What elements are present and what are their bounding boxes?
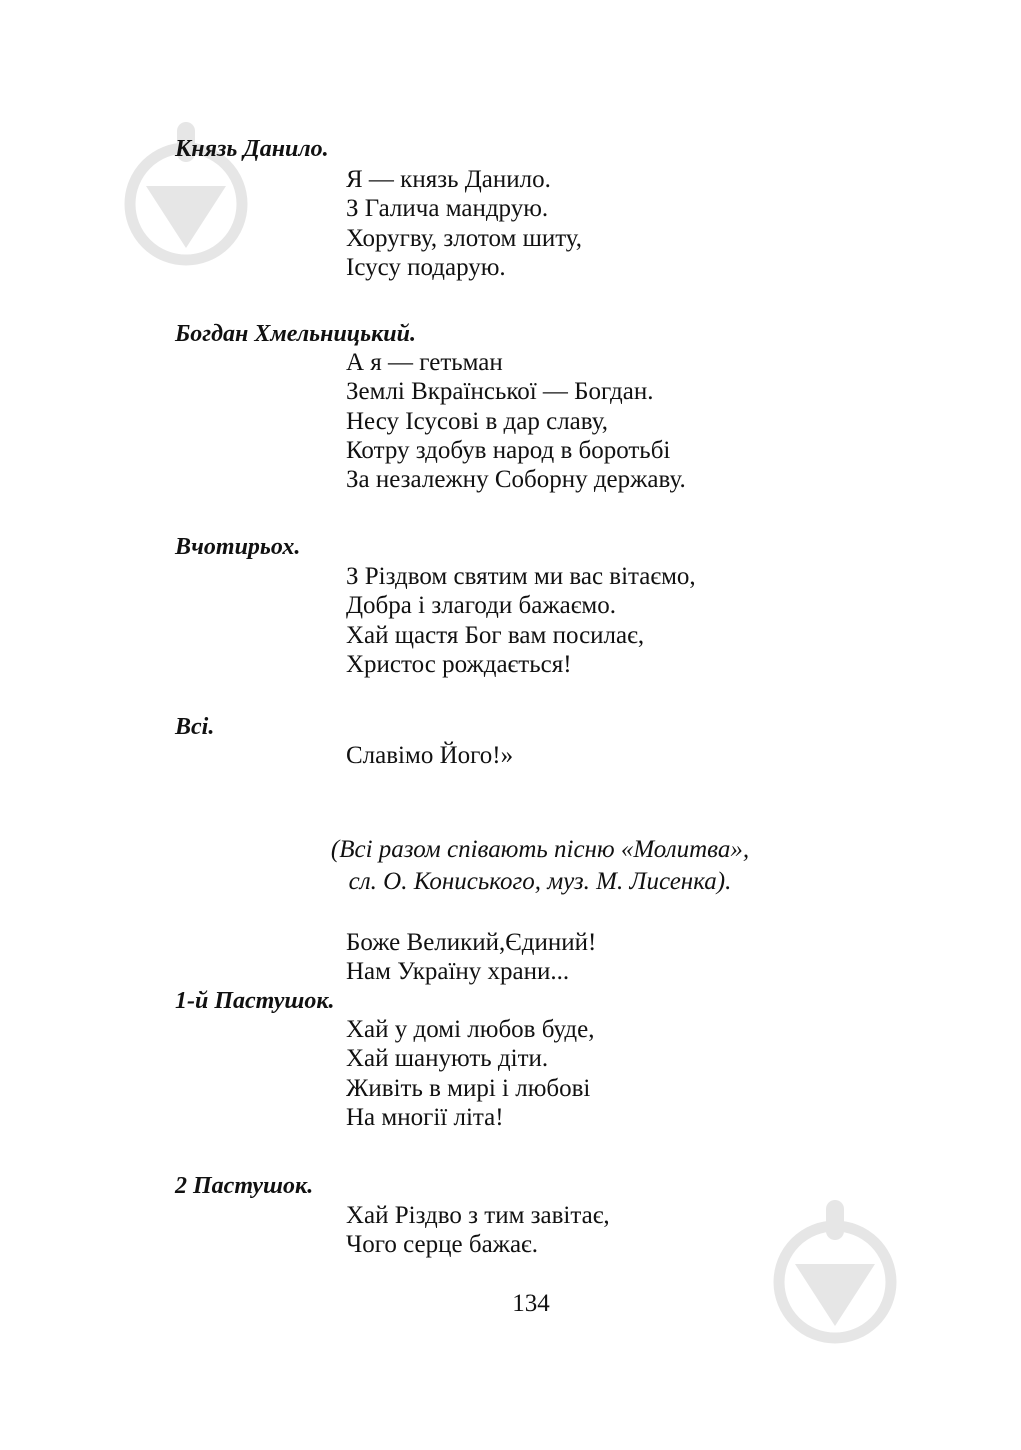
- speaker-name: Вчотирьох.: [175, 534, 301, 560]
- stage-direction-line: сл. О. Кониського, муз. М. Лисенка).: [348, 868, 732, 895]
- speaker-name: Всі.: [175, 714, 215, 740]
- speaker-name: 1-й Пастушок.: [175, 988, 335, 1014]
- verse-line: За незалежну Соборну державу.: [346, 466, 686, 494]
- speaker-name: 2 Пастушок.: [175, 1173, 314, 1199]
- page-number: 134: [512, 1290, 550, 1317]
- verse-line: Хай Різдво з тим завітає,: [346, 1202, 610, 1229]
- verse-line: З Різдвом святим ми вас вітаємо,: [346, 563, 696, 590]
- song-verse: [346, 928, 596, 987]
- verse-line: На многії літа!: [346, 1103, 504, 1131]
- verse-line: Добра і злагоди бажаємо.: [346, 592, 617, 620]
- watermark-logo-icon: [773, 1198, 897, 1348]
- verse-line: Несу Ісусові в дар славу,: [346, 407, 608, 435]
- verse-line: Хоругву, злотом шиту,: [346, 224, 583, 252]
- verse-line: Нам Україну храни...: [346, 958, 570, 986]
- verse-line: Живіть в мирі і любові: [346, 1074, 591, 1102]
- verse-line: А я — гетьман: [346, 349, 503, 376]
- speaker-name: Князь Данило.: [175, 136, 329, 162]
- verse-line: Христос рождається!: [346, 650, 572, 678]
- stage-direction: [240, 834, 840, 898]
- verse-line: Чого серце бажає.: [346, 1231, 539, 1259]
- verse: [346, 741, 513, 770]
- speaker-name: Богдан Хмельницький.: [175, 321, 416, 347]
- stage-direction-line: (Всі разом співають пісню «Молитва»,: [330, 836, 750, 863]
- verse-line: Котру здобув народ в боротьбі: [346, 436, 671, 464]
- verse-line: Хай шанують діти.: [346, 1045, 549, 1073]
- verse-line: Боже Великий,Єдиний!: [346, 929, 597, 956]
- verse: [346, 165, 582, 282]
- verse-line: Хай щастя Бог вам посилає,: [346, 621, 645, 649]
- verse: [346, 1201, 610, 1260]
- verse: [346, 1015, 594, 1132]
- verse-line: Хай у домі любов буде,: [346, 1016, 595, 1043]
- verse-line: Землі Вкраїнської — Богдан.: [346, 378, 654, 406]
- verse-line: Я — князь Данило.: [346, 166, 551, 193]
- verse-line: Ісусу подарую.: [346, 253, 506, 281]
- verse: [346, 562, 696, 679]
- verse-line: З Галича мандрую.: [346, 195, 549, 223]
- verse-line: Славімо Його!»: [346, 742, 514, 769]
- verse: [346, 348, 686, 494]
